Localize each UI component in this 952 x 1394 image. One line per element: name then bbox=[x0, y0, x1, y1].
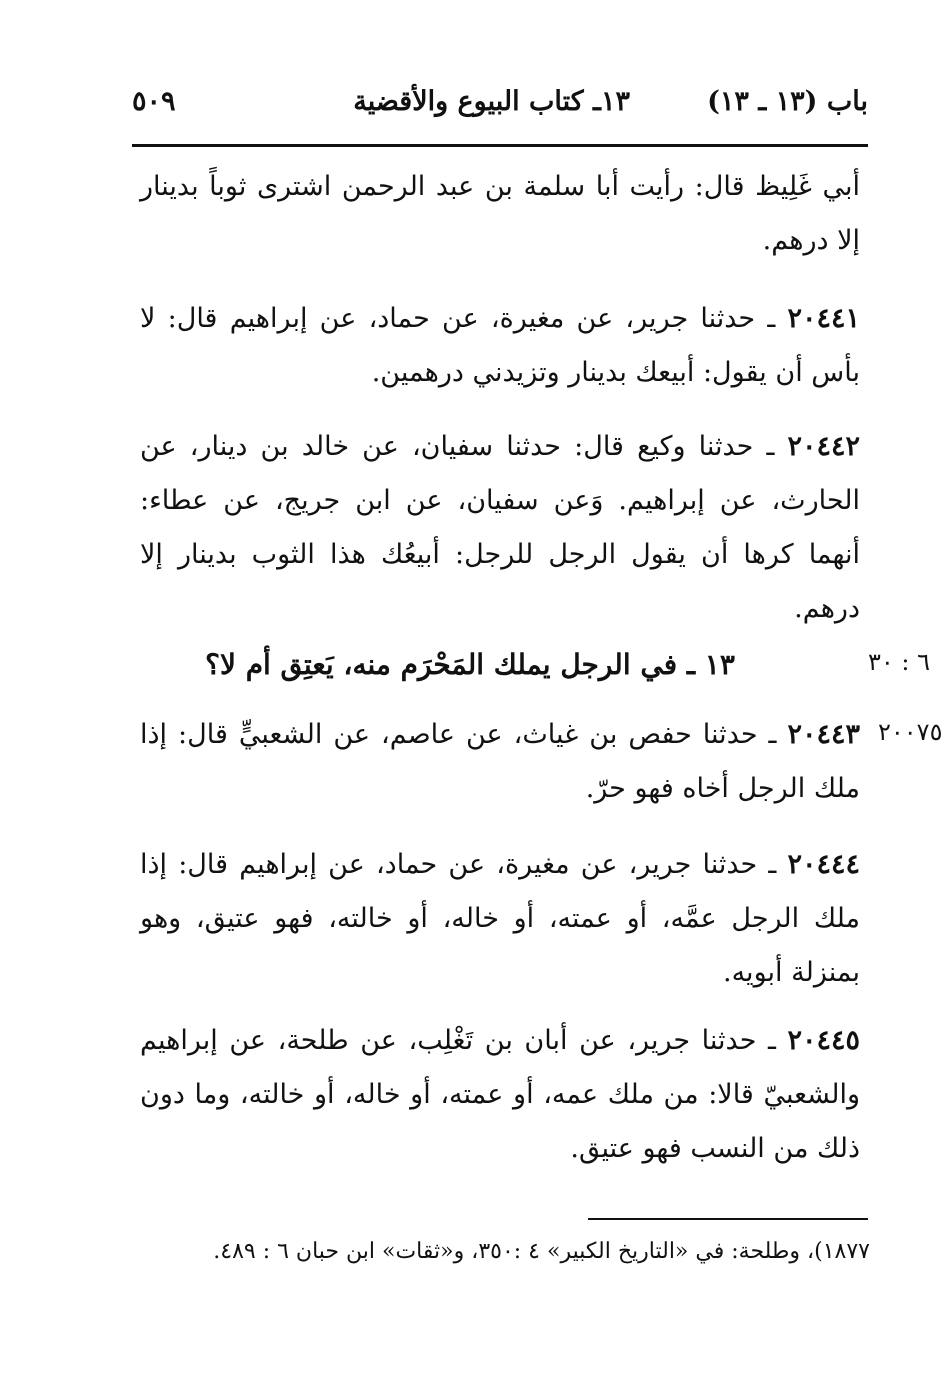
hadith-number: ٢٠٤٤٣ bbox=[787, 719, 860, 750]
hadith-20443 bbox=[140, 708, 860, 816]
hadith-number: ٢٠٤٤١ bbox=[787, 303, 860, 334]
hadith-20442 bbox=[140, 420, 860, 636]
paragraph-continuation bbox=[140, 160, 860, 268]
chapter-reference: باب (١٣ ـ ١٣) bbox=[707, 86, 868, 117]
hadith-number: ٢٠٤٤٤ bbox=[787, 849, 860, 880]
hadith-number: ٢٠٤٤٢ bbox=[787, 431, 860, 462]
section-heading: ١٣ ـ في الرجل يملك المَحْرَم منه، يَعتِق أم لا؟ bbox=[205, 648, 735, 681]
hadith-text: ـ حدثنا جرير، عن أبان بن تَغْلِب، عن طلحة، عن إبراهيم والشعبيّ قالا: من ملك عمه، أو عمته، أو خاله، أو خالته، وما دون ذلك من النسب فهو عتيق. bbox=[140, 1025, 860, 1164]
footnote: ١٨٧٧)، وطلحة: في «التاريخ الكبير» ٤ :٣٥٠، و«ثقات» ابن حبان ٦ : ٤٨٩. bbox=[213, 1239, 870, 1264]
hadith-number: ٢٠٤٤٥ bbox=[787, 1025, 860, 1056]
paragraph-text: أبي غَلِيظ قال: رأيت أبا سلمة بن عبد الرحمن اشترى ثوباً بدينار إلا درهم. bbox=[140, 171, 860, 256]
hadith-20445 bbox=[140, 1014, 860, 1176]
page-header bbox=[130, 86, 868, 130]
hadith-text: ـ حدثنا جرير، عن مغيرة، عن حماد، عن إبراهيم قال: إذا ملك الرجل عمَّه، أو عمته، أو خاله، أو خالته، فهو عتيق، وهو بمنزلة أبويه. bbox=[140, 849, 860, 988]
hadith-text: ـ حدثنا حفص بن غياث، عن عاصم، عن الشعبيٍّ قال: إذا ملك الرجل أخاه فهو حرّ. bbox=[140, 719, 860, 804]
header-divider bbox=[132, 144, 868, 147]
page-number: ٥٠٩ bbox=[132, 86, 176, 117]
hadith-margin-reference: ٢٠٠٧٥ bbox=[878, 718, 943, 746]
hadith-text: ـ حدثنا جرير، عن مغيرة، عن حماد، عن إبراهيم قال: لا بأس أن يقول: أبيعك بدينار وتزيدني درهمين. bbox=[140, 303, 860, 388]
hadith-text: ـ حدثنا وكيع قال: حدثنا سفيان، عن خالد بن دينار، عن الحارث، عن إبراهيم. وَعن سفيان، عن ابن جريج، عن عطاء: أنهما كرها أن يقول الرجل للرجل: أبيعُك هذا الثوب بدينار إلا درهم. bbox=[140, 431, 860, 624]
hadith-20441 bbox=[140, 292, 860, 400]
section-margin-reference: ٦ : ٣٠ bbox=[868, 648, 931, 676]
hadith-20444 bbox=[140, 838, 860, 1000]
footnote-divider bbox=[588, 1218, 868, 1220]
book-title: ١٣ـ كتاب البيوع والأقضية bbox=[353, 86, 630, 117]
